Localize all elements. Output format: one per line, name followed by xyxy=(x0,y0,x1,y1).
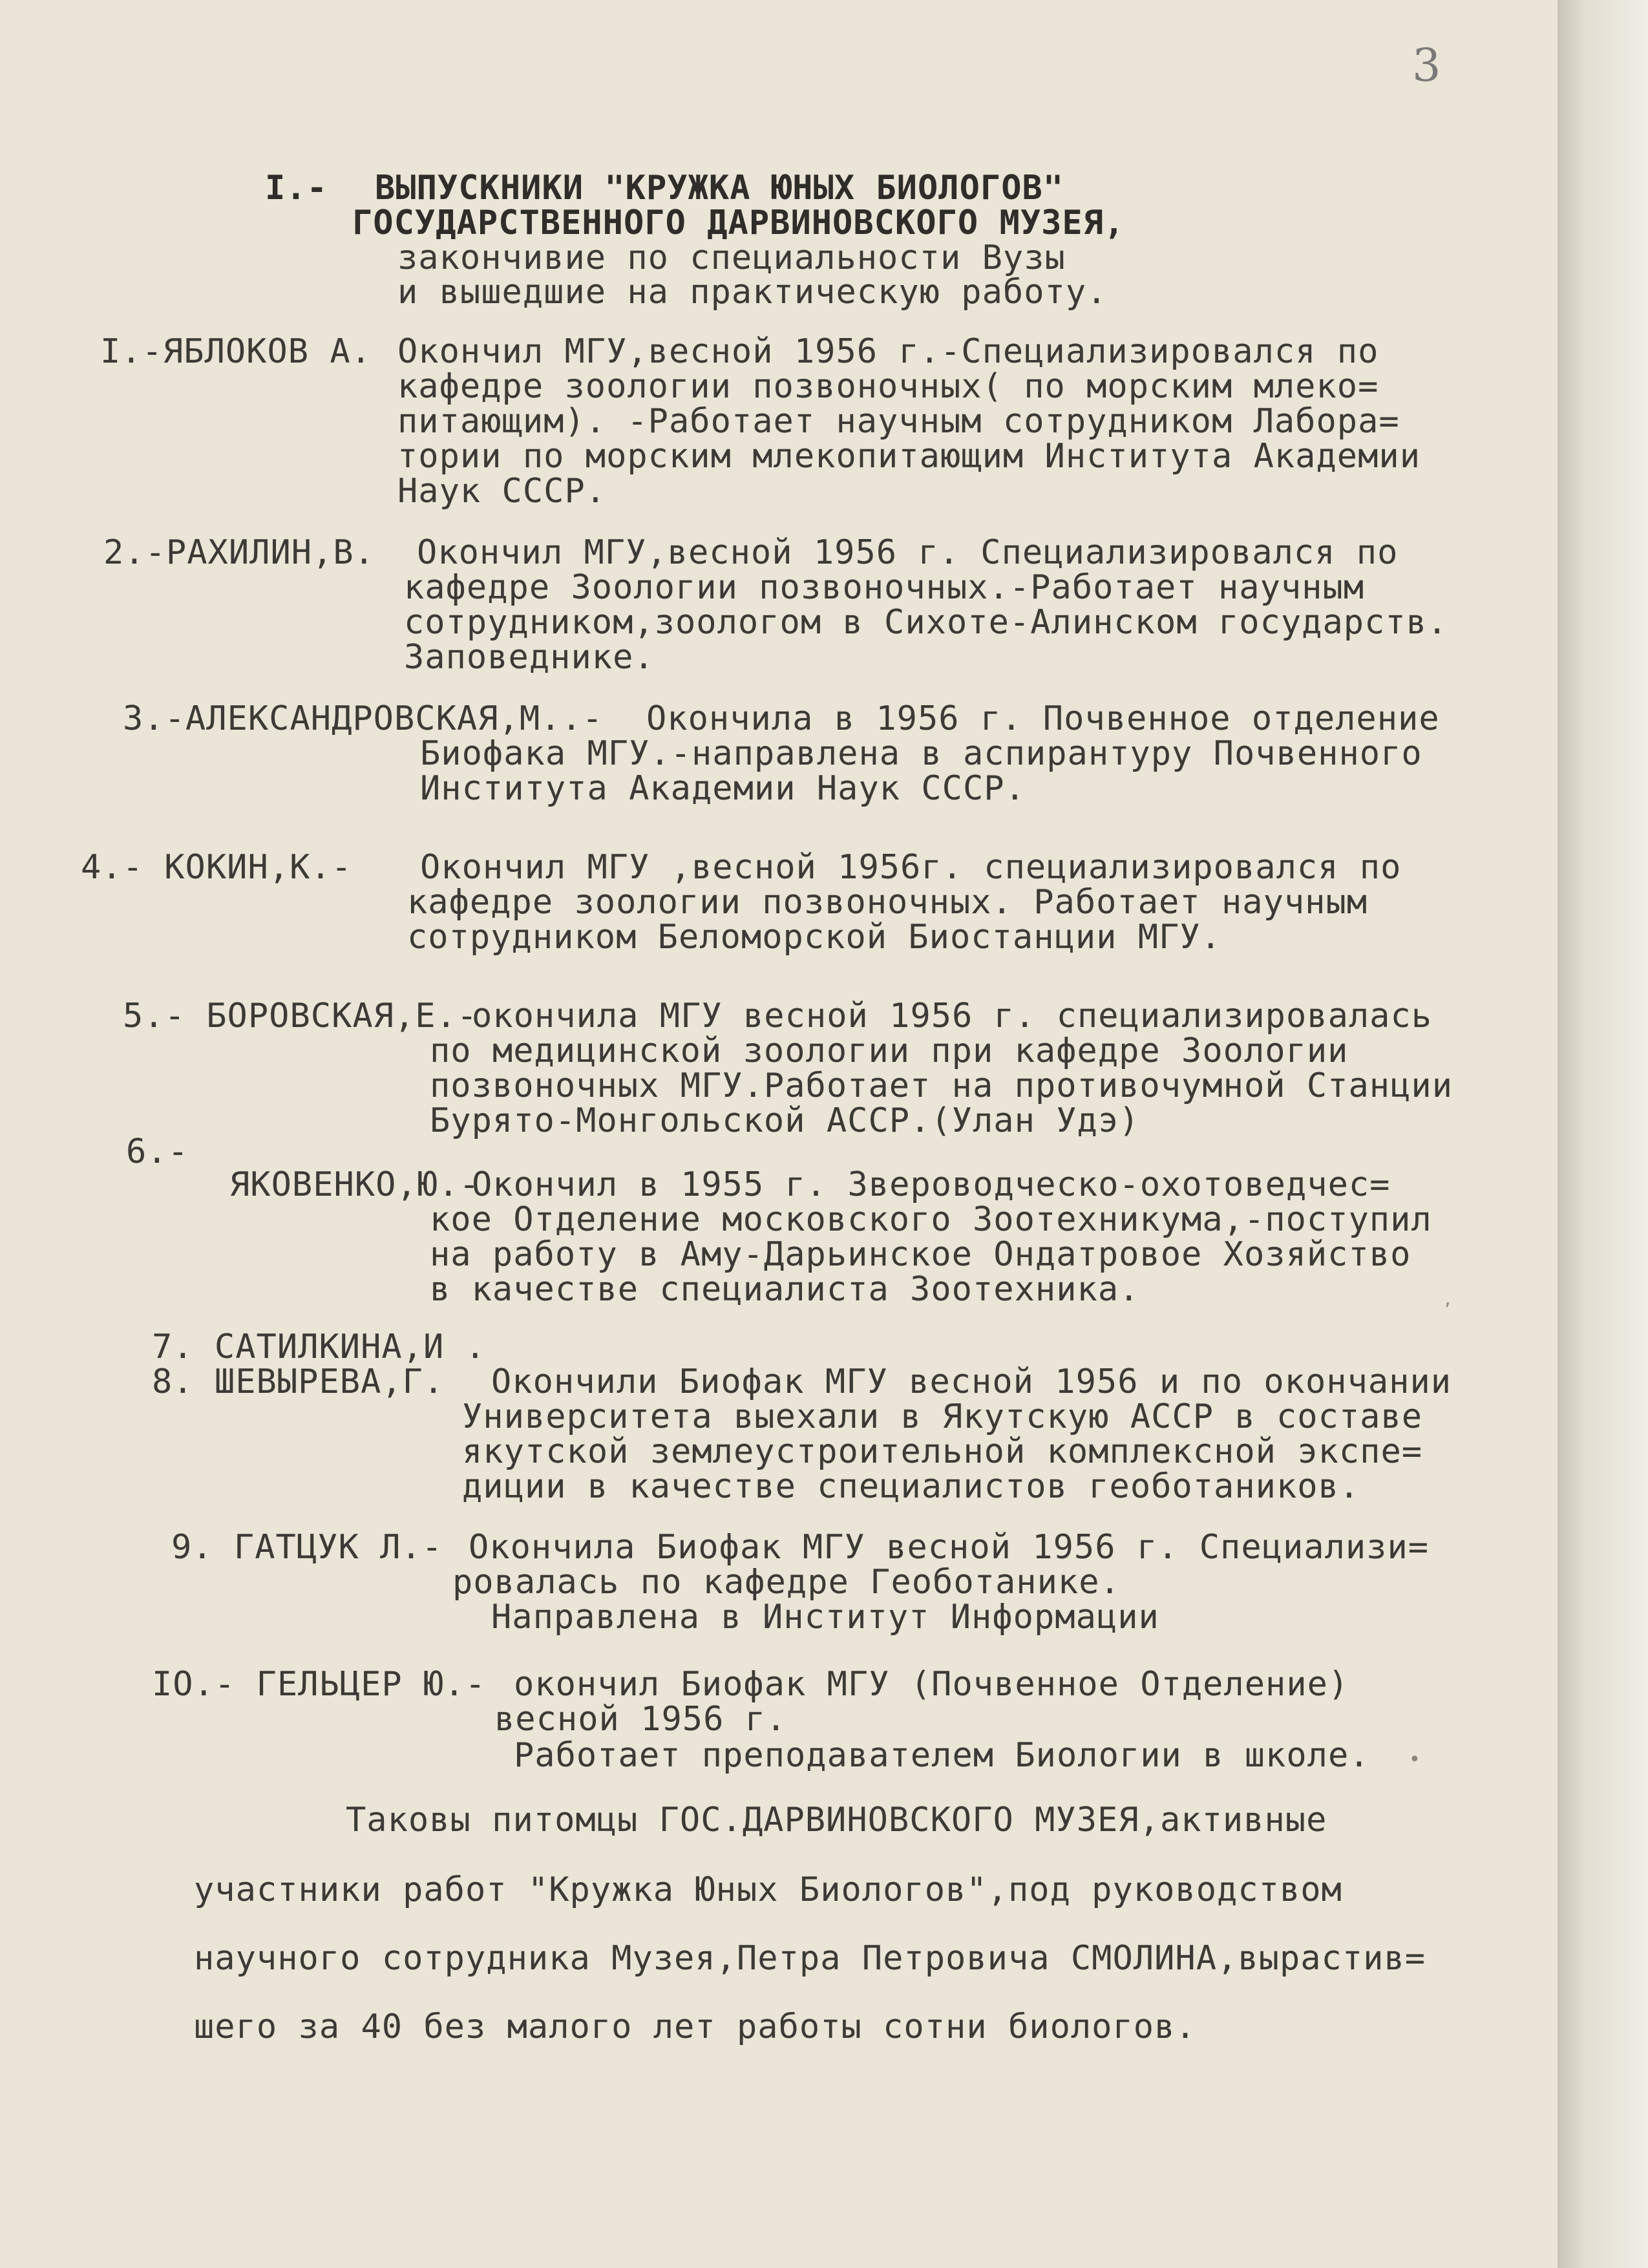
entry-text-line: диции в качестве специалистов геоботаников. xyxy=(462,1467,1360,1506)
entry-text-line: Окончил МГУ,весной 1956 г.-Специализировался по xyxy=(397,332,1379,371)
entry-label: 5.- БОРОВСКАЯ,Е.- xyxy=(123,997,478,1035)
entry-text-line: тории по морским млекопитающим Института Академии xyxy=(397,437,1421,476)
entry-label: 2.-РАХИЛИН,В. xyxy=(103,533,375,572)
entry-text-line: Университета выехали в Якутскую АССР в составе xyxy=(462,1397,1423,1436)
entry-label: 7. САТИЛКИНА,И . xyxy=(152,1328,486,1366)
stray-mark: ʼ xyxy=(1444,1299,1451,1322)
entry-label: 9. ГАТЦУК Л.- xyxy=(171,1528,443,1567)
entry-label: I.-ЯБЛОКОВ А. xyxy=(100,332,372,371)
entry-text-line: питающим). -Работает научным сотрудником Лабора= xyxy=(397,402,1400,441)
entry-label: 6.- xyxy=(126,1132,189,1171)
entry-text-line: Окончила Биофак МГУ весной 1956 г. Специализи= xyxy=(469,1528,1430,1567)
entry-label-second: 8. ШЕВЫРЕВА,Г. xyxy=(152,1362,445,1401)
entry-text-line: кафедре зоологии позвоночных. Работает научным xyxy=(407,883,1368,922)
stray-dot: • xyxy=(1409,1748,1421,1771)
entry-text-line: в качестве специалиста Зоотехника. xyxy=(430,1270,1140,1309)
title-line-3: закончивие по специальности Вузы xyxy=(397,238,1066,277)
entry-text-line: сотрудником,зоологом в Сихоте-Алинском государств. xyxy=(404,603,1448,642)
entry-label: 3.-АЛЕКСАНДРОВСКАЯ,М..- xyxy=(123,699,604,738)
entry-text-line: окончил Биофак МГУ (Почвенное Отделение) xyxy=(514,1665,1349,1704)
entry-text-line: по медицинской зоологии при кафедре Зоологии xyxy=(430,1032,1349,1070)
title-line-1: ВЫПУСКНИКИ "КРУЖКА ЮНЫХ БИОЛОГОВ" xyxy=(375,169,1064,207)
entry-text-line: Заповеднике. xyxy=(404,638,655,677)
entry-text-line: ровалась по кафедре Геоботанике. xyxy=(452,1563,1121,1602)
entry-text-line: Биофака МГУ.-направлена в аспирантуру Почвенного xyxy=(420,734,1422,773)
entry-text-line: на работу в Аму-Дарьинское Ондатровое Хозяйство xyxy=(430,1235,1411,1274)
entry-text-line: Окончили Биофак МГУ весной 1956 и по окончании xyxy=(491,1362,1452,1401)
entry-label: IO.- ГЕЛЬЦЕР Ю.- xyxy=(152,1665,486,1704)
entry-text-line: Наук СССР. xyxy=(397,472,607,511)
entry-text-line: Работает преподавателем Биологии в школе. xyxy=(514,1736,1370,1775)
entry-text-line: Окончил в 1955 г. Звероводческо-охотоведчес= xyxy=(472,1165,1391,1204)
closing-line: научного сотрудника Музея,Петра Петровича СМОЛИНА,вырастив= xyxy=(194,1939,1426,1978)
entry-text-line: весной 1956 г. xyxy=(494,1700,787,1739)
entry-text-line: сотрудником Беломорской Биостанции МГУ. xyxy=(407,918,1221,957)
entry-text-line: Окончила в 1956 г. Почвенное отделение xyxy=(646,699,1440,738)
title-line-2: ГОСУДАРСТВЕННОГО ДАРВИНОВСКОГО МУЗЕЯ, xyxy=(352,204,1125,242)
entry-text-line: позвоночных МГУ.Работает на противочумной Станции xyxy=(430,1066,1453,1105)
entry-text-line: Окончил МГУ,весной 1956 г. Специализировался по xyxy=(417,533,1399,572)
entry-text-line: кафедре зоологии позвоночных( по морским млеко= xyxy=(397,367,1379,406)
entry-text-line: Направлена в Институт Информации xyxy=(491,1598,1159,1637)
entry-name: ЯКОВЕНКО,Ю.- xyxy=(229,1165,480,1204)
entry-text-line: Института Академии Наук СССР. xyxy=(420,769,1026,808)
title-number: I.- xyxy=(265,169,328,207)
title-line-4: и вышедшие на практическую работу. xyxy=(397,273,1108,312)
entry-text-line: Бурято-Монгольской АССР.(Улан Удэ) xyxy=(430,1101,1140,1140)
page-number: 3 xyxy=(1412,39,1441,92)
entry-text-line: якутской землеустроительной комплексной экспе= xyxy=(462,1432,1423,1471)
entry-label: 4.- КОКИН,К.- xyxy=(81,848,352,887)
scan-edge xyxy=(1558,0,1648,2268)
closing-line: Таковы питомцы ГОС.ДАРВИНОВСКОГО МУЗЕЯ,активные xyxy=(346,1801,1327,1839)
entry-text-line: кое Отделение московского Зоотехникума,-поступил xyxy=(430,1200,1432,1239)
entry-text-line: Окончил МГУ ,весной 1956г. специализировался по xyxy=(420,848,1402,887)
closing-line: шего за 40 без малого лет работы сотни биологов. xyxy=(194,2008,1196,2046)
entry-text-line: кафедре Зоологии позвоночных.-Работает научным xyxy=(404,568,1365,607)
closing-line: участники работ "Кружка Юных Биологов",под руководством xyxy=(194,1871,1342,1909)
entry-text-line: окончила МГУ весной 1956 г. специализировалась xyxy=(472,997,1433,1035)
